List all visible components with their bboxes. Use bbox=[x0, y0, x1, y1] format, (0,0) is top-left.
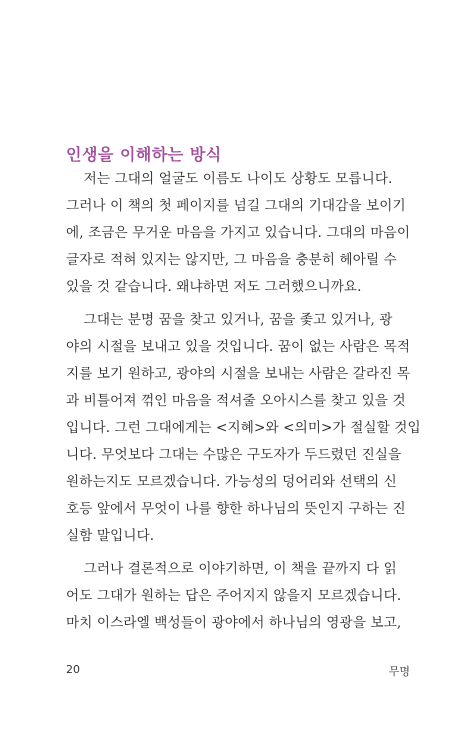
text-line: 과 비틀어져 꺾인 마음을 적셔줄 오아시스를 찾고 있을 것 bbox=[66, 393, 406, 409]
section-title: 인생을 이해하는 방식 bbox=[66, 145, 222, 164]
page-number: 20 bbox=[66, 663, 80, 676]
text-line: 그러나 이 책의 첫 페이지를 넘길 그대의 기대감을 보이기 bbox=[66, 198, 406, 214]
text-line: 호등 앞에서 무엇이 나를 향한 하나님의 뜻인지 구하는 진 bbox=[66, 501, 406, 517]
text-line: 원하는지도 모르겠습니다. 가능성의 덩어리와 선택의 신 bbox=[66, 474, 397, 490]
text-line: 에, 조금은 무거운 마음을 가지고 있습니다. 그대의 마음이 bbox=[66, 225, 411, 241]
running-footer-title: 무명 bbox=[388, 665, 410, 678]
text-line: 니다. 무엇보다 그대는 수많은 구도자가 두드렸던 진실을 bbox=[66, 447, 402, 463]
paragraph bbox=[66, 556, 402, 637]
text-line: 야의 시절을 보내고 있을 것입니다. 꿈이 없는 사람은 목적 bbox=[66, 339, 411, 355]
text-line: 마치 이스라엘 백성들이 광야에서 하나님의 영광을 보고, bbox=[66, 615, 402, 631]
text-line: 그러나 결론적으로 이야기하면, 이 책을 끝까지 다 읽 bbox=[83, 561, 397, 577]
text-line: 어도 그대가 원하는 답은 주어지지 않을지 모르겠습니다. bbox=[66, 588, 402, 604]
paragraph bbox=[66, 166, 411, 301]
body-text bbox=[66, 166, 421, 637]
text-line: 실함 말입니다. bbox=[66, 528, 155, 544]
text-line: 있을 것 같습니다. 왜냐하면 저도 그러했으니까요. bbox=[66, 279, 362, 295]
text-line: 글자로 적혀 있지는 않지만, 그 마음을 충분히 헤아릴 수 bbox=[66, 252, 397, 268]
text-line: 저는 그대의 얼굴도 이름도 나이도 상황도 모릅니다. bbox=[83, 171, 393, 187]
text-line: 지를 보기 원하고, 광야의 시절을 보내는 사람은 갈라진 목 bbox=[66, 366, 411, 382]
text-line: 입니다. 그런 그대에게는 <지혜>와 <의미>가 절실할 것입 bbox=[66, 420, 421, 436]
paragraph bbox=[66, 307, 421, 550]
text-line: 그대는 분명 꿈을 찾고 있거나, 꿈을 좇고 있거나, 광 bbox=[83, 312, 393, 328]
